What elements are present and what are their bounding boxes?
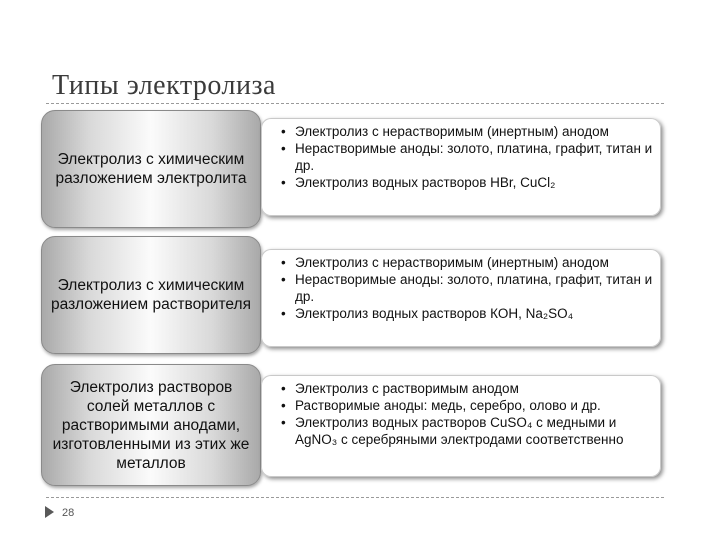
bullet-item: • Нерастворимые аноды: золото, платина, графит, титан и др. [281,271,653,305]
row-label-box [41,110,261,228]
row-details-box [261,118,661,216]
row-label: Электролиз с химическим разложением электролита [55,151,247,187]
row-details-box [261,249,661,347]
bullet-list [261,375,661,452]
row-details-box [261,375,661,477]
bullet-item: • Растворимые аноды: медь, серебро, олово и др. [281,397,653,414]
row-label: Электролиз с химическим разложением растворителя [51,277,251,313]
slide-title: Типы электролиза [52,70,276,101]
row-label-box [41,364,261,486]
bullet-item: • Электролиз с нерастворимым (инертным) анодом [281,254,653,271]
bottom-divider [46,497,664,498]
bullet-item: • Электролиз с нерастворимым (инертным) анодом [281,123,653,140]
bullet-list [261,249,661,326]
bullet-item: • Нерастворимые аноды: золото, платина, графит, титан и др. [281,140,653,174]
row-label-box [41,236,261,354]
electrolysis-row-solvent [41,236,664,356]
slide-marker-icon [45,506,54,518]
electrolysis-row-soluble-anodes [41,364,664,488]
bullet-item: • Электролиз водных растворов CuSO₄ с медными и AgNO₃ с серебряными электродами соответственно [281,414,653,448]
bullet-list [261,118,661,195]
top-divider [46,103,664,104]
bullet-item: • Электролиз водных растворов HBr, CuCl₂ [281,174,653,191]
bullet-item: • Электролиз с растворимым анодом [281,380,653,397]
electrolysis-row-electrolyte [41,110,664,230]
slide-number: 28 [62,507,75,519]
bullet-item: • Электролиз водных растворов КОН, Na₂SO₄ [281,305,653,322]
row-label: Электролиз растворов солей металлов с растворимыми анодами, изготовленными из этих же металлов [52,378,250,472]
